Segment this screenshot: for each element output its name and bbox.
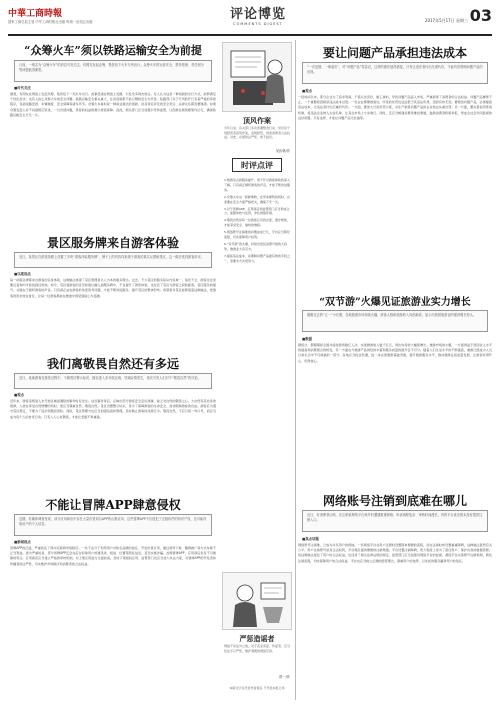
cartoon-2-author: 曾一/作 [278, 675, 290, 679]
article-3-body: 近年来，游客违规进入未开放区域而遇险的事件时有发生。这些事件背后，反映出部分游客安全意识淡薄、缺乏对自然的敬畏之心。大自然有其自身的规律，人类在享受自然馈赠的同时，更应当尊重自然、敬畏自然。景区设置警示标识，是为了保障游客的生命安全，而非限制游客的自由。游客应当遵守景区规定，不要为了追求刺激而冒险。同时，景区管理方也应当加强巡查和管理，及时制止游客的违规行为。敬畏自然，不应只是一句口号，而应当成为每个人的自觉行动。只有人人心存敬畏，才能让悲剧不再重演。 [10, 399, 216, 419]
article-6-lead: 刚刚过去的“五一”小长假，各地旅游市场持续火爆，游客人数和旅游收入均创新高，显示出我国旅游业的强劲增长势头。 [302, 310, 488, 332]
section-title [218, 8, 298, 28]
article-3-lead: 近日，某地游客在游览过程中，不顾景区警示标识，擅自进入未开放区域，导致险情发生，再次引发人们对于“敬畏自然”的讨论。 [14, 373, 212, 389]
review-item: 3.对于冒牌APP，应用商店和监管部门应当形成合力，加强审核与处罚，净化网络环境。 [224, 206, 290, 216]
article-7-body: 网络账号注销难，已成为许多用户的烦恼。一些网络平台在用户注册时设置简单便捷的流程，而在注销时却设置重重障碍，这种做法显然有失公平。用户注销账号是其合法权利，平台理应提供便捷的注销渠道。平台设置注销障碍，很大程度上是为了留住用户、保护自身的数据资源。但这种做法侵犯了用户的合法权益，也违背了相关法律法规的规定。监管部门应当加强对网络平台的监督，督促平台完善账号注销机制，简化注销流程，切实保障用户的合法权益。平台也应当树立正确的经营理念，尊重用户的选择，以优质的服务赢得用户的信任。 [298, 543, 492, 563]
column-divider [295, 40, 296, 700]
article-1-section: ■时代关注 [14, 86, 31, 90]
review-box-title: 时评点评 [232, 158, 282, 172]
article-2-title: 景区服务牌来自游客体验 [46, 236, 179, 250]
review-item: 2.众筹火车这一新鲜事物，在带来便利的同时，也需要在安全方面严格把关，确保万无一失。 [224, 194, 290, 204]
article-4-section: ■新闻视点 [14, 540, 31, 544]
cartoon-1-author: 吴汝林/作 [275, 149, 290, 153]
article-4-lead: 近期，有媒体调查发现，部分应用商店中存在大量仿冒知名APP的山寨应用，这些冒牌APP不仅侵犯了正版软件的知识产权，还可能窃取用户的个人信息。 [14, 514, 212, 536]
review-item: 1.旅游景点的服务提升，离不开对游客体验的深入了解，只有真正倾听游客的声音，才能不断改进服务。 [224, 178, 290, 192]
article-7-title: 网络账号注销到底难在哪儿 [322, 494, 467, 508]
newspaper-name: 中華工商時報 [8, 9, 63, 19]
article-1-title: “众筹火车”须以铁路运输安全为前提 [24, 44, 202, 57]
section-title-cn: 评论博览 [229, 7, 286, 22]
article-7-section: ■焦点话题 [302, 537, 319, 541]
masthead-info: 国家工商总局主管 中华工商时报社出版 每周一至周五出版 [8, 20, 93, 24]
article-2-lead: 近日，某景区在游览线路上设置了多块“游客体验服务牌”，牌子上的内容均来源于游客的真实反馈和建议，这一做法受到游客好评。 [14, 252, 212, 268]
review-item: 4.敬畏自然是每一位游客应有的态度，遵守规则，才能享受安全、愉快的旅程。 [224, 218, 290, 228]
issue-date: 2017年5月17日 星期三 [424, 18, 468, 23]
cartoon-1-illustration [223, 43, 292, 112]
section-title-en: COMMENTS DIGEST [233, 22, 283, 26]
article-3-title: 我们离敬畏自然还有多远 [46, 357, 179, 371]
article-4-body: 冒牌APP的泛滥，严重扰乱了移动互联网市场秩序。一些不法分子利用用户对知名品牌的信任，开发仿冒应用，通过诱导下载、捆绑推广等方式牟取不正当利益。更为严重的是，部分冒牌APP还会在后台窃取用户的通讯录、短信、位置等隐私信息，甚至实施诈骗。治理冒牌APP，应用商店负有不可推卸的责任。应用商店应当建立严格的审核机制，对上架应用进行全面检查，及时下架侵权应用。监管部门也应当加大执法力度，对冒牌APP的开发者和传播者依法严惩，切实维护市场秩序和消费者的合法权益。 [10, 546, 216, 566]
masthead [8, 6, 492, 36]
cartoon-2-illustration [223, 573, 292, 630]
article-5-section: ■观点 [302, 89, 312, 93]
review-item: 6.“双节游”的火爆，折射出居民消费升级的大趋势，旅游业大有可为。 [224, 241, 287, 251]
review-list [224, 178, 290, 568]
footer-note: 本版文字仅代表作者观点 不代表本报立场 [229, 686, 285, 690]
article-2-section: ■以案说法 [14, 272, 31, 276]
cartoon-1-caption: 顶风作案 [243, 116, 271, 125]
article-1-body: 据悉，有网友在网络上发起众筹，集资包下一列火车出行。此事迅速在网络上发酵，引发众多网友热议。有人认为这是一种创新的出行方式，能够满足个性化需求；也有人担心众筹火车的安全问题。铁路运输安全事关重大，任何创新都不能以牺牲安全为代价。铁路部门对于专列的开行有着严格的审批程序，包括线路安排、车辆调度、安全保障等诸多环节。众筹火车看似是一种商业模式的创新，但其背后涉及的安全责任、法律关系都需要厘清。如果众筹发起人并不具备相应资质，一旦出现问题，乘客的权益将难以得到保障。因此，相关部门应当加强引导和监管，让创新在规则框架内运行，确保铁路运输安全万无一失。 [10, 92, 216, 117]
cartoon-1 [222, 42, 292, 112]
sidebar [220, 40, 294, 700]
page-number: 03 [469, 6, 492, 25]
article-5-body: 一段时间以来，部分企业为了追求利润，不惜以次充好、偷工减料，导致问题产品流入市场，严重损害了消费者的合法权益。问题产品屡禁不止，一个重要原因就是违法成本过低。一些企业即便被查处，所受的处罚也远远低于其违法所得，因而有恃无恐。要根治问题产品，必须提高违法成本，让违法者付出沉重的代价。一方面，要加大行政处罚力度，对生产销售问题产品的企业依法从重处罚；另一方面，要完善信用惩戒机制，将违法企业纳入失信名单，让其在市场上寸步难行。同时，还应当畅通消费者维权渠道，鼓励消费者积极举报，形成全社会共同监督的良好氛围。只有这样，才能让问题产品无处遁形。 [298, 95, 492, 120]
article-5-lead: “一次犯错，一律退市”，对“问题产品”零容忍，这样的做法值得借鉴。只有让违法者付出沉重代价，才能有效遏制问题产品的出现。 [302, 62, 488, 84]
cartoon-2-body: 网络不是法外之地，对于恶意造谣、传谣者，应当依法予以严惩，维护清朗的网络空间。 [224, 644, 290, 653]
article-1-lead: 日前，一则名为“众筹火车”的消息引发关注。有网友发起众筹，集资包下火车专列出行。众筹火车的运营安全、票务管理、责任划分等问题值得深思。 [14, 60, 212, 82]
article-4-title: 不能让冒牌APP肆意侵权 [45, 498, 181, 512]
article-2-body: 每一块服务牌都来自游客的亲身体验，这种做法体现了景区管理者以人为本的服务理念。过去，不少景区的服务标识内容单一，信息不全，游客往往需要反复询问才能找到目的地。如今，景区将游客的意见和建议融入到服务牌中，不仅提升了游览体验，也拉近了景区与游客之间的距离。景区服务的提升，关键在于倾听游客的声音。只有真正站在游客的角度思考问题，才能不断改进服务，提升景区的整体形象。希望更多景区能够借鉴这种做法，把游客的需求放在首位，让每一位游客都能在旅途中感受到贴心与温暖。 [10, 278, 216, 298]
review-item: 7.提高违法成本，是遏制问题产品最有效的手段之一，需要多方共同努力。 [224, 253, 290, 263]
article-6-body: 据统计，假期期间全国共接待游客数亿人次，实现旅游收入数千亿元，同比均有较大幅度增长。旅游市场的火爆，一方面得益于居民收入水平的提高和消费观念的转变，另一方面也与旅游产品供给的丰富和服务质量的提升密不可分。随着人们生活水平的不断提高，旅游已经成为人们日常生活中不可或缺的一部分。各地应当抓住机遇，进一步完善旅游基础设施，提升旅游服务水平，推动旅游业高质量发展，让游客玩得开心、玩得放心。 [298, 343, 492, 363]
cartoon-1-body: 今年以来，有关部门多次部署整治行动，但仍有个别经营者顶风作案，违规经营，侵害消费者合法权益。对此，必须依法严惩，绝不姑息。 [224, 126, 290, 140]
cartoon-2-caption: 严惩造谣者 [239, 634, 275, 643]
article-7-lead: 近日，有消费者反映，在注销某网络平台账号时遭遇重重困难，申请流程复杂、审核时间漫长，有的平台甚至根本没有提供注销入口。 [302, 510, 488, 532]
cartoon-2 [222, 572, 292, 630]
review-item: 5.网络账号注销难的问题由来已久，平台应当简化流程，切实保障用户权利。 [224, 230, 290, 240]
article-6-section: ■数据 [302, 337, 312, 341]
article-6-title: “双节游”火爆见证旅游业实力增长 [319, 297, 471, 308]
article-5-title: 要让问题产品承担违法成本 [322, 46, 467, 60]
article-3-section: ■观点 [14, 393, 24, 397]
